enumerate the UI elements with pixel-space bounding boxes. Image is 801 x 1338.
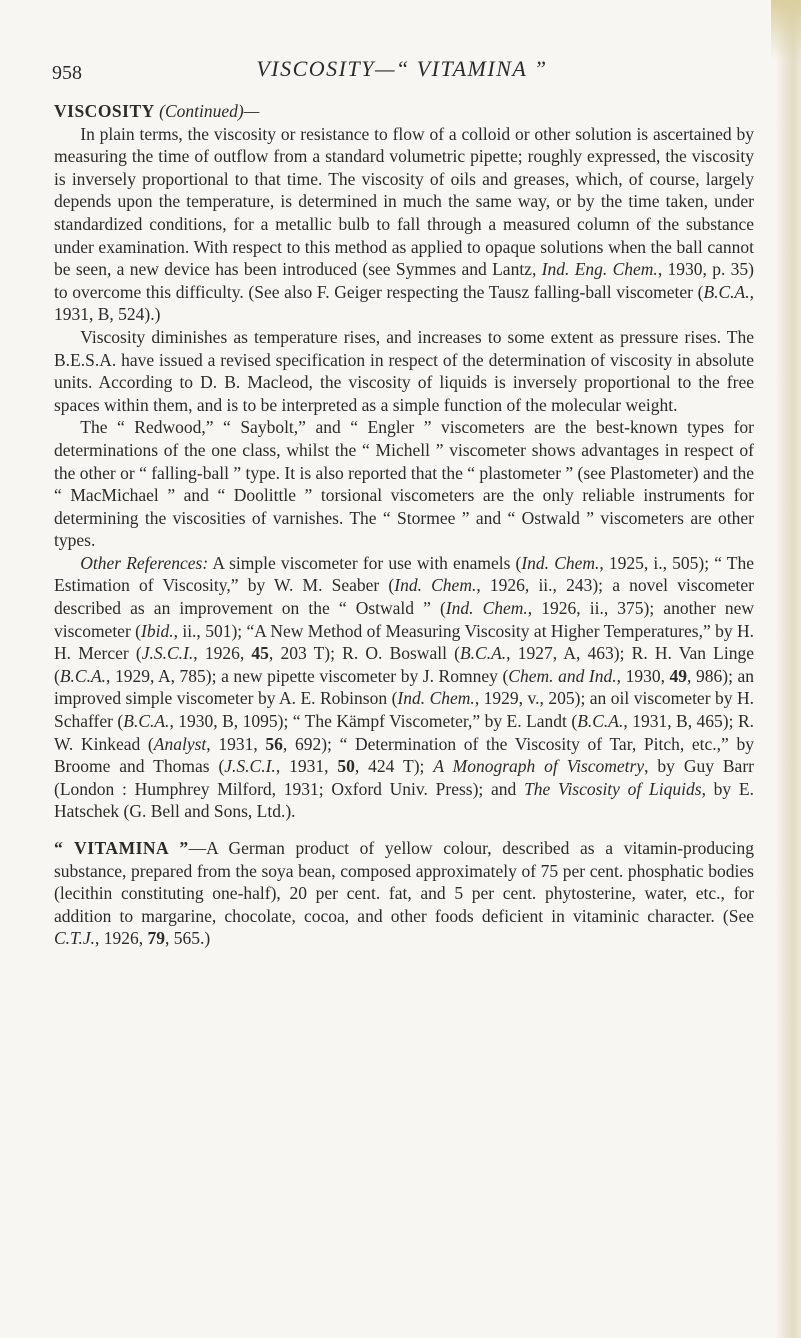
entry-headword-vitamina: “ VITAMINA ” [54,838,189,858]
viscosity-paragraph-2: Viscosity diminishes as temperature rises, and increases to some extent as pressure rises. The B.E.S.A. have issued a revised specification in respect of the determination of viscosity in absolute units. According to D. B. Macleod, the viscosity of liquids is inversely proportional to the free spaces within them, and is to be interpreted as a simple function of the molecular weight. [54,326,754,415]
entry-headword: VISCOSITY [54,101,155,121]
other-references-paragraph: Other References: A simple viscometer for use with enamels (Ind. Chem., 1925, i., 505); “ The Estimation of Viscosity,” by W. M. Seaber (Ind. Chem., 1926, ii., 243); a novel viscometer described as an improvement on the “ Ostwald ” (Ind. Chem., 1926, ii., 375); another new viscometer (Ibid., ii., 501); “A New Method of Measuring Viscosity at Higher Temperatures,” by H. H. Mercer (J.S.C.I., 1926, 45, 203 T); R. O. Boswall (B.C.A., 1927, A, 463); R. H. Van Linge (B.C.A., 1929, A, 785); a new pipette viscometer by J. Romney (Chem. and Ind., 1930, 49, 986); an improved simple viscometer by A. E. Robinson (Ind. Chem., 1929, v., 205); an oil viscometer by H. Schaffer (B.C.A., 1930, B, 1095); “ The Kämpf Viscometer,” by E. Landt (B.C.A., 1931, B, 465); R. W. Kinkead (Analyst, 1931, 56, 692); “ Determination of the Viscosity of Tar, Pitch, etc.,” by Broome and Thomas (J.S.C.I., 1931, 50, 424 T); A Monograph of Viscometry, by Guy Barr (London : Humphrey Milford, 1931; Oxford Univ. Press); and The Viscosity of Liquids, by E. Hatschek (G. Bell and Sons, Ltd.). [54,552,755,822]
page-header [52,54,752,88]
page-edge-stain [771,0,801,60]
page-body [54,100,754,950]
running-head: VISCOSITY—“ VITAMINA ” [256,56,548,81]
page-number: 958 [52,62,82,84]
viscosity-paragraph-3: The “ Redwood,” “ Saybolt,” and “ Engler ” viscometers are the best-known types for determinations of the one class, whilst the “ Michell ” viscometer shows advantages in respect of the other or “ falling-ball ” type. It is also reported that the “ plastometer ” (see Plastometer) and the “ MacMichael ” and “ Doolittle ” torsional viscometers are the only reliable instruments for determining the viscosities of varnishes. The “ Stormee ” and “ Ostwald ” viscometers are other types. [54,417,754,551]
other-references-label: Other References: [80,552,209,573]
viscosity-paragraph-1: In plain terms, the viscosity or resistance to flow of a colloid or other solution is ascertained by measuring the time of outflow from a standard volumetric pipette; roughly expressed, the viscosity is inversely proportional to that time. The viscosity of oils and greases, which, of course, largely depends upon the temperature, is determined in much the same way, or by the time taken, under standardized conditions, for a metallic bulb to fall through a measured column of the substance under examination. With respect to this method as applied to opaque solutions when the ball cannot be seen, a new device has been introduced (see Symmes and Lantz, Ind. Eng. Chem., 1930, p. 35) to overcome this difficulty. (See also F. Geiger respecting the Tausz falling-ball viscometer (B.C.A., 1931, B, 524).) [54,123,755,325]
vitamina-entry-paragraph: “ VITAMINA ”—A German product of yellow colour, described as a vitamin-producing substance, prepared from the soya bean, composed approximately of 75 per cent. phosphatic bodies (lecithin constituting one-half), 20 per cent. fat, and 5 per cent. phytosterine, water, etc., for addition to margarine, chocolate, cocoa, and other foods deficient in vitaminic character. (See C.T.J., 1926, 79, 565.) [54,838,754,949]
continued-label: (Continued)— [159,101,260,121]
viscosity-entry-paragraph [54,100,754,123]
page-edge-shadow [775,0,801,1338]
